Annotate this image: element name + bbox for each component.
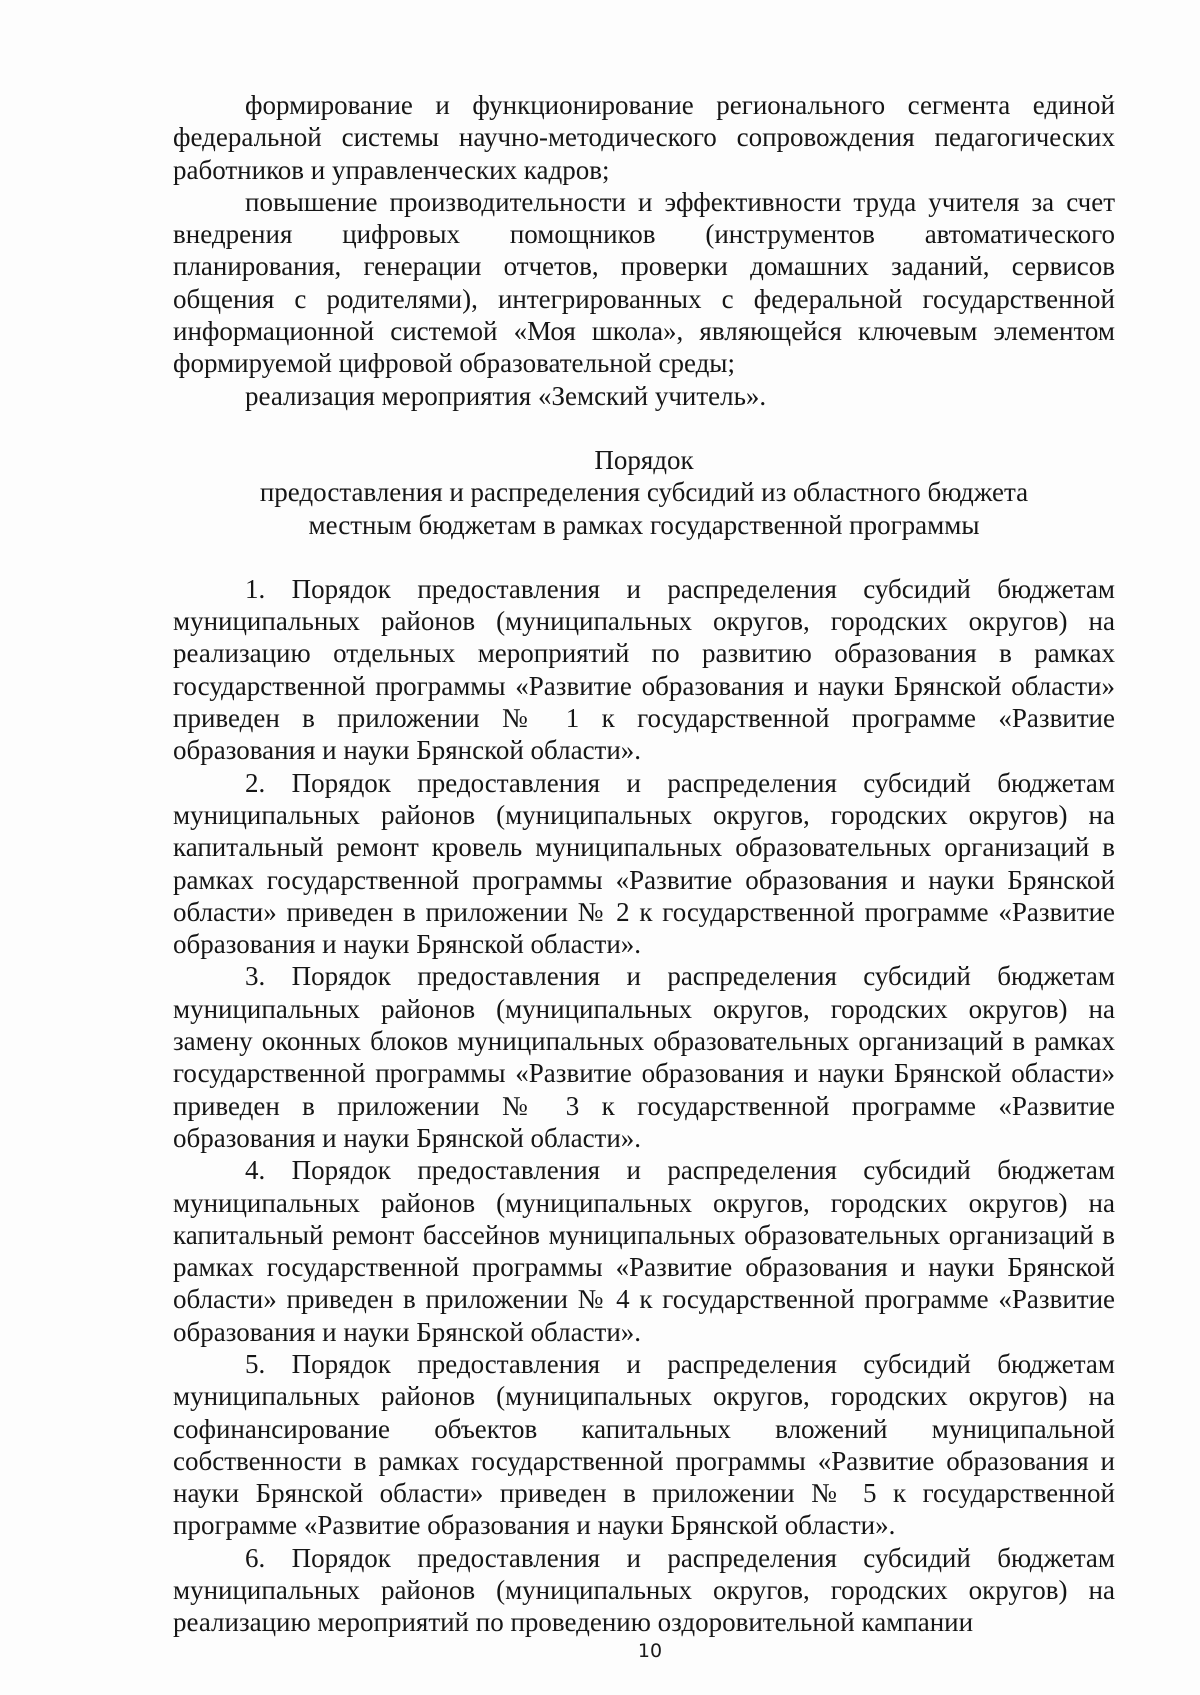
numbered-paragraph-6: 6. Порядок предоставления и распределения субсидий бюджетам муниципальных районов (муниципальных округов, городских округов) на реализацию мероприятий по проведению оздоровительной кампании xyxy=(173,1542,1115,1638)
numbered-paragraph-4: 4. Порядок предоставления и распределения субсидий бюджетам муниципальных районов (муниципальных округов, городских округов) на капитальный ремонт бассейнов муниципальных образовательных организаций в рамках государственной программы «Развитие образования и науки Брянской области» приведен в приложении № 4 к государственной программе «Развитие образования и науки Брянской области». xyxy=(173,1155,1115,1347)
document-body xyxy=(173,89,1115,1639)
numbered-paragraph-2: 2. Порядок предоставления и распределения субсидий бюджетам муниципальных районов (муниципальных округов, городских округов) на капитальный ремонт кровель муниципальных образовательных организаций в рамках государственной программы «Развитие образования и науки Брянской области» приведен в приложении № 2 к государственной программе «Развитие образования и науки Брянской области». xyxy=(173,767,1115,960)
page-number: 10 xyxy=(637,1640,663,1662)
section-heading-line-2: местным бюджетам в рамках государственной программы xyxy=(308,509,980,540)
section-heading-line-1: предоставления и распределения субсидий из областного бюджета xyxy=(259,477,1029,508)
intro-paragraph-3: реализация мероприятия «Земский учитель». xyxy=(245,380,767,411)
numbered-paragraph-3: 3. Порядок предоставления и распределения субсидий бюджетам муниципальных районов (муниципальных округов, городских округов) на замену оконных блоков муниципальных образовательных организаций в рамках государственной программы «Развитие образования и науки Брянской области» приведен в приложении № 3 к государственной программе «Развитие образования и науки Брянской области». xyxy=(173,961,1115,1153)
intro-paragraph-1: формирование и функционирование регионального сегмента единой федеральной системы научно-методического сопровождения педагогических работников и управленческих кадров; xyxy=(173,90,1115,185)
intro-paragraph-2: повышение производительности и эффективности труда учителя за счет внедрения цифровых помощников (инструментов автоматического планирования, генерации отчетов, проверки домашних заданий, сервисов общения с родителями), интегрированных с федеральной государственной информационной системой «Моя школа», являющейся ключевым элементом формируемой цифровой образовательной среды; xyxy=(173,186,1115,379)
numbered-paragraph-5: 5. Порядок предоставления и распределения субсидий бюджетам муниципальных районов (муниципальных округов, городских округов) на софинансирование объектов капитальных вложений муниципальной собственности в рамках государственной программы «Развитие образования и науки Брянской области» приведен в приложении № 5 к государственной программе «Развитие образования и науки Брянской области». xyxy=(173,1348,1115,1541)
numbered-paragraph-1: 1. Порядок предоставления и распределения субсидий бюджетам муниципальных районов (муниципальных округов, городских округов) на реализацию отдельных мероприятий по развитию образования в рамках государственной программы «Развитие образования и науки Брянской области» приведен в приложении № 1 к государственной программе «Развитие образования и науки Брянской области». xyxy=(173,573,1115,766)
section-heading-title: Порядок xyxy=(594,444,694,475)
